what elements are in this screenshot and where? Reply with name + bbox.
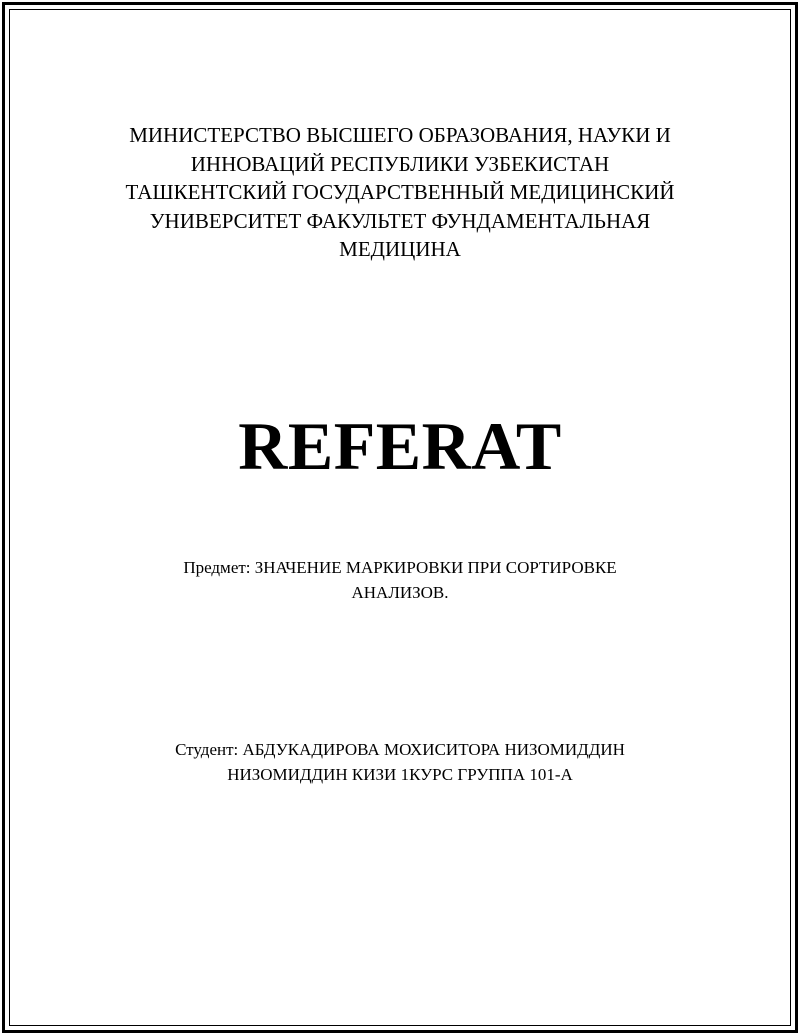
- student-line: Студент: АБДУКАДИРОВА МОХИСИТОРА НИЗОМИДДИН: [175, 740, 625, 759]
- institution-header-line: МЕДИЦИНА: [339, 237, 461, 261]
- subject-block: [0, 555, 800, 605]
- institution-header-line: МИНИСТЕРСТВО ВЫСШЕГО ОБРАЗОВАНИЯ, НАУКИ И: [129, 123, 671, 147]
- subject-line: АНАЛИЗОВ.: [351, 583, 449, 602]
- student-block: [0, 737, 800, 787]
- document-title: REFERAT: [238, 408, 562, 484]
- institution-header: [0, 121, 800, 264]
- institution-header-line: ИННОВАЦИЙ РЕСПУБЛИКИ УЗБЕКИСТАН: [190, 151, 610, 176]
- institution-header-line: УНИВЕРСИТЕТ ФАКУЛЬТЕТ ФУНДАМЕНТАЛЬНАЯ: [149, 208, 651, 233]
- subject-line: Предмет: ЗНАЧЕНИЕ МАРКИРОВКИ ПРИ СОРТИРОВКЕ: [183, 558, 617, 577]
- institution-header-line: ТАШКЕНТСКИЙ ГОСУДАРСТВЕННЫЙ МЕДИЦИНСКИЙ: [125, 180, 675, 204]
- student-line: НИЗОМИДДИН КИЗИ 1КУРС ГРУППА 101-А: [227, 765, 573, 784]
